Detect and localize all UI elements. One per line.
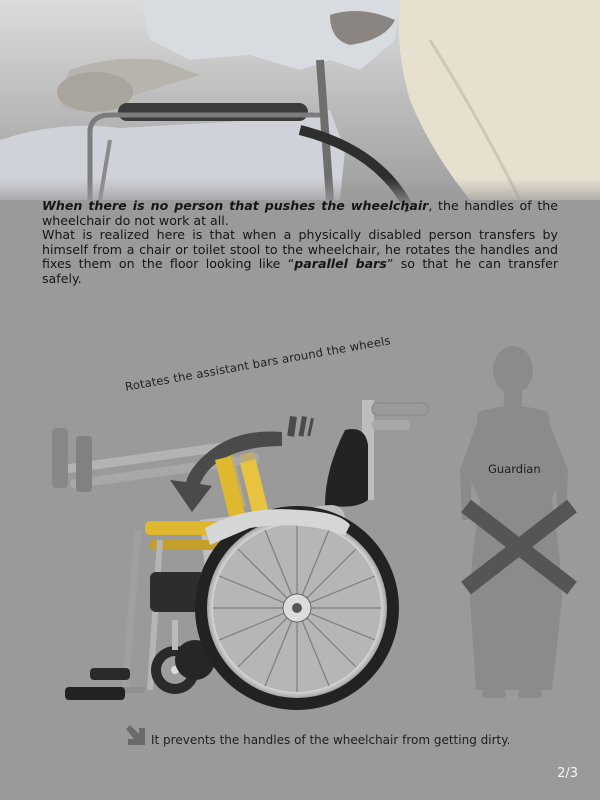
intro-p2-start: What is realized here is that when a physically disabled person transfers by himself from a chair or toilet stool to the wheelchair, he rotates the handles and fixes them on the floor looking like “ bbox=[42, 227, 558, 271]
intro-emphasis: When there is no person that pushes the wheelchair bbox=[42, 198, 429, 213]
intro-paragraph-1 bbox=[42, 199, 558, 228]
intro-paragraph-2 bbox=[42, 228, 558, 286]
caption-text: It prevents the handles of the wheelchair from getting dirty. bbox=[151, 733, 511, 747]
parallel-bars-emphasis: parallel bars bbox=[294, 256, 387, 271]
intro-text bbox=[42, 199, 558, 286]
intro-p1-rest: , the handles of the wheelchair do not work at all. bbox=[42, 198, 558, 228]
rotate-bars-label: Rotates the assistant bars around the wheels bbox=[124, 333, 392, 394]
intro-p2-end: ” so that he can transfer safely. bbox=[42, 256, 558, 286]
down-right-arrow-icon bbox=[124, 724, 146, 746]
patient-photo bbox=[0, 0, 600, 210]
guardian-label: Guardian bbox=[488, 462, 541, 476]
page-number: 2/3 bbox=[557, 766, 578, 781]
